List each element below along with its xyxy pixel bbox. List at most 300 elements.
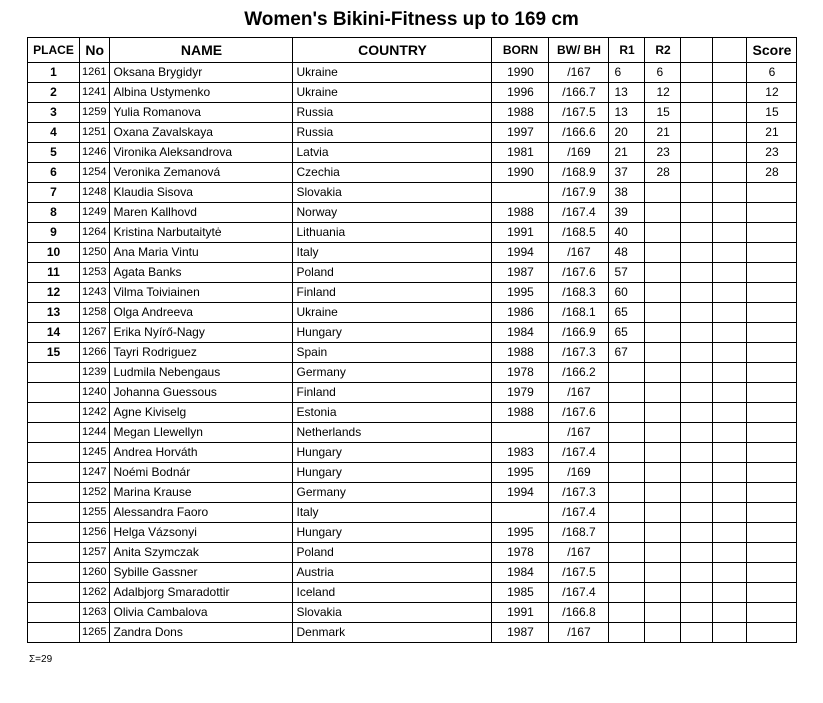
r2-cell: [645, 443, 681, 463]
r1-cell: 13: [609, 103, 645, 123]
place-cell: [28, 483, 80, 503]
country-cell: Ukraine: [293, 303, 492, 323]
place-cell: [28, 443, 80, 463]
name-cell: Ludmila Nebengaus: [110, 363, 293, 383]
empty-cell-2: [713, 563, 747, 583]
bw-bh-cell: /167: [549, 63, 609, 83]
name-cell: Andrea Horváth: [110, 443, 293, 463]
number-cell: 1245: [80, 443, 110, 463]
place-cell: 12: [28, 283, 80, 303]
place-cell: 4: [28, 123, 80, 143]
bw-bh-cell: /167.4: [549, 443, 609, 463]
empty-cell-1: [681, 223, 713, 243]
place-cell: [28, 583, 80, 603]
r1-cell: [609, 403, 645, 423]
header-r2: R2: [645, 38, 681, 63]
number-cell: 1257: [80, 543, 110, 563]
country-cell: Latvia: [293, 143, 492, 163]
r2-cell: [645, 243, 681, 263]
empty-cell-2: [713, 203, 747, 223]
place-cell: [28, 503, 80, 523]
results-table: [27, 37, 797, 643]
score-cell: [747, 283, 797, 303]
born-cell: [492, 503, 549, 523]
empty-cell-2: [713, 103, 747, 123]
bw-bh-cell: /167: [549, 243, 609, 263]
name-cell: Kristina Narbutaitytė: [110, 223, 293, 243]
empty-cell-1: [681, 83, 713, 103]
name-cell: Alessandra Faoro: [110, 503, 293, 523]
score-cell: 12: [747, 83, 797, 103]
score-cell: [747, 323, 797, 343]
place-cell: 15: [28, 343, 80, 363]
score-cell: [747, 623, 797, 643]
empty-cell-1: [681, 303, 713, 323]
country-cell: Ukraine: [293, 63, 492, 83]
score-cell: [747, 583, 797, 603]
place-cell: 7: [28, 183, 80, 203]
country-cell: Poland: [293, 543, 492, 563]
empty-cell-2: [713, 223, 747, 243]
r1-cell: 57: [609, 263, 645, 283]
name-cell: Agne Kiviselg: [110, 403, 293, 423]
country-cell: Russia: [293, 103, 492, 123]
born-cell: 1987: [492, 263, 549, 283]
empty-cell-2: [713, 403, 747, 423]
empty-cell-1: [681, 503, 713, 523]
country-cell: Denmark: [293, 623, 492, 643]
name-cell: Ana Maria Vintu: [110, 243, 293, 263]
page-title: Women's Bikini-Fitness up to 169 cm: [244, 9, 579, 30]
number-cell: 1240: [80, 383, 110, 403]
header-score: Score: [747, 38, 797, 63]
table-row: [28, 483, 797, 503]
empty-cell-2: [713, 163, 747, 183]
empty-cell-1: [681, 523, 713, 543]
empty-cell-1: [681, 123, 713, 143]
number-cell: 1243: [80, 283, 110, 303]
r1-cell: [609, 383, 645, 403]
country-cell: Slovakia: [293, 603, 492, 623]
empty-cell-1: [681, 543, 713, 563]
table-row: [28, 383, 797, 403]
number-cell: 1254: [80, 163, 110, 183]
empty-cell-1: [681, 343, 713, 363]
place-cell: [28, 523, 80, 543]
r2-cell: [645, 523, 681, 543]
r2-cell: [645, 623, 681, 643]
header-place: PLACE: [28, 38, 80, 63]
place-cell: 1: [28, 63, 80, 83]
born-cell: 1988: [492, 403, 549, 423]
born-cell: 1988: [492, 343, 549, 363]
born-cell: 1978: [492, 543, 549, 563]
number-cell: 1264: [80, 223, 110, 243]
table-row: [28, 183, 797, 203]
r1-cell: 65: [609, 323, 645, 343]
name-cell: Megan Llewellyn: [110, 423, 293, 443]
number-cell: 1250: [80, 243, 110, 263]
table-row: [28, 243, 797, 263]
score-cell: 23: [747, 143, 797, 163]
empty-cell-1: [681, 143, 713, 163]
r2-cell: [645, 363, 681, 383]
r2-cell: [645, 463, 681, 483]
empty-cell-2: [713, 503, 747, 523]
score-cell: [747, 483, 797, 503]
number-cell: 1255: [80, 503, 110, 523]
table-row: [28, 223, 797, 243]
bw-bh-cell: /167: [549, 383, 609, 403]
bw-bh-cell: /167.6: [549, 263, 609, 283]
r1-cell: 37: [609, 163, 645, 183]
number-cell: 1252: [80, 483, 110, 503]
country-cell: Spain: [293, 343, 492, 363]
r1-cell: 38: [609, 183, 645, 203]
score-cell: [747, 563, 797, 583]
header-bw: BW/ BH: [549, 38, 609, 63]
header-name: NAME: [110, 38, 293, 63]
r2-cell: 15: [645, 103, 681, 123]
table-body: [28, 63, 797, 643]
empty-cell-1: [681, 423, 713, 443]
r2-cell: [645, 283, 681, 303]
bw-bh-cell: /166.2: [549, 363, 609, 383]
table-row: [28, 403, 797, 423]
table-row: [28, 423, 797, 443]
country-cell: Finland: [293, 283, 492, 303]
empty-cell-1: [681, 403, 713, 423]
score-cell: 6: [747, 63, 797, 83]
empty-cell-2: [713, 603, 747, 623]
country-cell: Austria: [293, 563, 492, 583]
r2-cell: 28: [645, 163, 681, 183]
empty-cell-1: [681, 63, 713, 83]
table-row: [28, 103, 797, 123]
table-row: [28, 443, 797, 463]
table-row: [28, 283, 797, 303]
number-cell: 1266: [80, 343, 110, 363]
born-cell: 1979: [492, 383, 549, 403]
empty-cell-2: [713, 523, 747, 543]
born-cell: [492, 423, 549, 443]
r1-cell: [609, 483, 645, 503]
bw-bh-cell: /166.6: [549, 123, 609, 143]
name-cell: Oxana Zavalskaya: [110, 123, 293, 143]
r2-cell: [645, 423, 681, 443]
r1-cell: 13: [609, 83, 645, 103]
header-row: [28, 38, 797, 63]
bw-bh-cell: /167: [549, 543, 609, 563]
country-cell: Italy: [293, 243, 492, 263]
number-cell: 1265: [80, 623, 110, 643]
table-row: [28, 63, 797, 83]
place-cell: 11: [28, 263, 80, 283]
r2-cell: [645, 563, 681, 583]
country-cell: Russia: [293, 123, 492, 143]
r2-cell: [645, 223, 681, 243]
place-cell: [28, 383, 80, 403]
r1-cell: 21: [609, 143, 645, 163]
table-row: [28, 263, 797, 283]
r1-cell: [609, 583, 645, 603]
r2-cell: [645, 603, 681, 623]
bw-bh-cell: /167.4: [549, 503, 609, 523]
place-cell: 10: [28, 243, 80, 263]
name-cell: Tayri Rodriguez: [110, 343, 293, 363]
table-row: [28, 123, 797, 143]
born-cell: 1991: [492, 223, 549, 243]
empty-cell-2: [713, 263, 747, 283]
r1-cell: 20: [609, 123, 645, 143]
r1-cell: [609, 363, 645, 383]
empty-cell-2: [713, 323, 747, 343]
empty-cell-1: [681, 383, 713, 403]
table-row: [28, 143, 797, 163]
r1-cell: 39: [609, 203, 645, 223]
header-empty-1: [681, 38, 713, 63]
r1-cell: [609, 423, 645, 443]
r1-cell: 67: [609, 343, 645, 363]
score-cell: [747, 223, 797, 243]
bw-bh-cell: /168.5: [549, 223, 609, 243]
country-cell: Finland: [293, 383, 492, 403]
empty-cell-2: [713, 483, 747, 503]
place-cell: 13: [28, 303, 80, 323]
r2-cell: [645, 403, 681, 423]
table-row: [28, 463, 797, 483]
score-cell: [747, 263, 797, 283]
r2-cell: [645, 383, 681, 403]
r1-cell: 60: [609, 283, 645, 303]
name-cell: Zandra Dons: [110, 623, 293, 643]
bw-bh-cell: /167.6: [549, 403, 609, 423]
place-cell: [28, 403, 80, 423]
number-cell: 1246: [80, 143, 110, 163]
name-cell: Yulia Romanova: [110, 103, 293, 123]
name-cell: Helga Vázsonyi: [110, 523, 293, 543]
score-cell: [747, 203, 797, 223]
name-cell: Veronika Zemanová: [110, 163, 293, 183]
bw-bh-cell: /166.7: [549, 83, 609, 103]
empty-cell-2: [713, 83, 747, 103]
bw-bh-cell: /167.9: [549, 183, 609, 203]
bw-bh-cell: /169: [549, 143, 609, 163]
table-row: [28, 543, 797, 563]
score-cell: 28: [747, 163, 797, 183]
name-cell: Vilma Toiviainen: [110, 283, 293, 303]
name-cell: Sybille Gassner: [110, 563, 293, 583]
born-cell: 1997: [492, 123, 549, 143]
empty-cell-1: [681, 603, 713, 623]
empty-cell-2: [713, 303, 747, 323]
name-cell: Noémi Bodnár: [110, 463, 293, 483]
empty-cell-2: [713, 463, 747, 483]
score-cell: [747, 363, 797, 383]
place-cell: [28, 543, 80, 563]
number-cell: 1241: [80, 83, 110, 103]
bw-bh-cell: /167.4: [549, 583, 609, 603]
empty-cell-2: [713, 343, 747, 363]
score-cell: [747, 603, 797, 623]
bw-bh-cell: /168.1: [549, 303, 609, 323]
bw-bh-cell: /167: [549, 623, 609, 643]
score-cell: [747, 243, 797, 263]
number-cell: 1262: [80, 583, 110, 603]
born-cell: 1990: [492, 63, 549, 83]
empty-cell-2: [713, 383, 747, 403]
name-cell: Anita Szymczak: [110, 543, 293, 563]
score-cell: [747, 303, 797, 323]
born-cell: 1981: [492, 143, 549, 163]
number-cell: 1242: [80, 403, 110, 423]
empty-cell-1: [681, 263, 713, 283]
born-cell: 1996: [492, 83, 549, 103]
score-cell: [747, 523, 797, 543]
country-cell: Italy: [293, 503, 492, 523]
empty-cell-1: [681, 283, 713, 303]
empty-cell-1: [681, 363, 713, 383]
r2-cell: 6: [645, 63, 681, 83]
table-row: [28, 363, 797, 383]
table-row: [28, 83, 797, 103]
born-cell: 1987: [492, 623, 549, 643]
country-cell: Hungary: [293, 443, 492, 463]
score-cell: [747, 183, 797, 203]
bw-bh-cell: /167.3: [549, 343, 609, 363]
empty-cell-2: [713, 143, 747, 163]
bw-bh-cell: /166.9: [549, 323, 609, 343]
born-cell: 1995: [492, 463, 549, 483]
table-row: [28, 203, 797, 223]
country-cell: Germany: [293, 483, 492, 503]
name-cell: Vironika Aleksandrova: [110, 143, 293, 163]
header-born: BORN: [492, 38, 549, 63]
number-cell: 1239: [80, 363, 110, 383]
r1-cell: 40: [609, 223, 645, 243]
bw-bh-cell: /168.9: [549, 163, 609, 183]
country-cell: Iceland: [293, 583, 492, 603]
r1-cell: [609, 563, 645, 583]
r2-cell: [645, 303, 681, 323]
empty-cell-2: [713, 443, 747, 463]
score-cell: [747, 503, 797, 523]
empty-cell-2: [713, 283, 747, 303]
header-no: No: [80, 38, 110, 63]
number-cell: 1258: [80, 303, 110, 323]
place-cell: 9: [28, 223, 80, 243]
name-cell: Johanna Guessous: [110, 383, 293, 403]
country-cell: Slovakia: [293, 183, 492, 203]
born-cell: 1978: [492, 363, 549, 383]
empty-cell-2: [713, 623, 747, 643]
r2-cell: [645, 503, 681, 523]
born-cell: 1990: [492, 163, 549, 183]
number-cell: 1267: [80, 323, 110, 343]
bw-bh-cell: /168.7: [549, 523, 609, 543]
empty-cell-1: [681, 623, 713, 643]
header-r1: R1: [609, 38, 645, 63]
number-cell: 1253: [80, 263, 110, 283]
empty-cell-1: [681, 243, 713, 263]
name-cell: Oksana Brygidyr: [110, 63, 293, 83]
table-row: [28, 563, 797, 583]
score-cell: 21: [747, 123, 797, 143]
country-cell: Lithuania: [293, 223, 492, 243]
place-cell: [28, 603, 80, 623]
empty-cell-1: [681, 563, 713, 583]
empty-cell-2: [713, 183, 747, 203]
r1-cell: 6: [609, 63, 645, 83]
empty-cell-1: [681, 103, 713, 123]
table-row: [28, 523, 797, 543]
name-cell: Albina Ustymenko: [110, 83, 293, 103]
born-cell: 1983: [492, 443, 549, 463]
empty-cell-2: [713, 423, 747, 443]
r2-cell: [645, 583, 681, 603]
table-row: [28, 603, 797, 623]
r1-cell: 65: [609, 303, 645, 323]
r2-cell: 21: [645, 123, 681, 143]
bw-bh-cell: /166.8: [549, 603, 609, 623]
born-cell: 1995: [492, 523, 549, 543]
place-cell: 5: [28, 143, 80, 163]
bw-bh-cell: /167.3: [549, 483, 609, 503]
place-cell: [28, 563, 80, 583]
r1-cell: [609, 443, 645, 463]
empty-cell-2: [713, 363, 747, 383]
born-cell: 1985: [492, 583, 549, 603]
number-cell: 1263: [80, 603, 110, 623]
born-cell: [492, 183, 549, 203]
born-cell: 1994: [492, 243, 549, 263]
empty-cell-2: [713, 123, 747, 143]
empty-cell-2: [713, 543, 747, 563]
empty-cell-1: [681, 463, 713, 483]
born-cell: 1994: [492, 483, 549, 503]
name-cell: Marina Krause: [110, 483, 293, 503]
born-cell: 1984: [492, 563, 549, 583]
number-cell: 1249: [80, 203, 110, 223]
r2-cell: [645, 323, 681, 343]
number-cell: 1261: [80, 63, 110, 83]
number-cell: 1260: [80, 563, 110, 583]
place-cell: 2: [28, 83, 80, 103]
r2-cell: [645, 263, 681, 283]
country-cell: Netherlands: [293, 423, 492, 443]
r1-cell: 48: [609, 243, 645, 263]
name-cell: Adalbjorg Smaradottir: [110, 583, 293, 603]
name-cell: Agata Banks: [110, 263, 293, 283]
header-empty-2: [713, 38, 747, 63]
r1-cell: [609, 543, 645, 563]
r2-cell: [645, 483, 681, 503]
number-cell: 1256: [80, 523, 110, 543]
place-cell: 8: [28, 203, 80, 223]
score-cell: 15: [747, 103, 797, 123]
born-cell: 1988: [492, 203, 549, 223]
born-cell: 1984: [492, 323, 549, 343]
number-cell: 1247: [80, 463, 110, 483]
number-cell: 1251: [80, 123, 110, 143]
r1-cell: [609, 503, 645, 523]
empty-cell-1: [681, 163, 713, 183]
r2-cell: 12: [645, 83, 681, 103]
table-row: [28, 623, 797, 643]
country-cell: Hungary: [293, 463, 492, 483]
bw-bh-cell: /167: [549, 423, 609, 443]
bw-bh-cell: /168.3: [549, 283, 609, 303]
